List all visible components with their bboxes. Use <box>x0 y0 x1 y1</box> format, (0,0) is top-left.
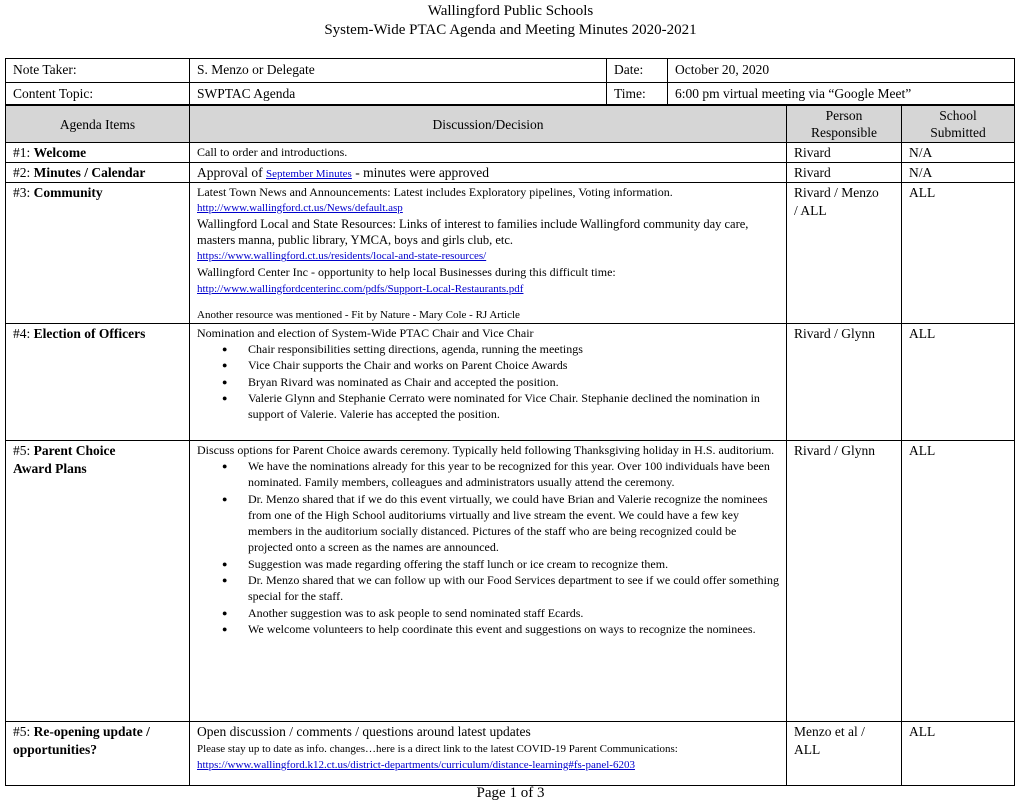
agenda-row <box>6 142 1015 162</box>
discussion-text: Latest Town News and Announcements: Latest includes Exploratory pipelines, Voting information. <box>197 184 673 199</box>
person-responsible: Rivard <box>787 162 902 182</box>
bullet-list <box>197 458 779 637</box>
agenda-item <box>6 323 190 440</box>
item-number: #1: <box>13 144 34 160</box>
discussion-text: - minutes were approved <box>351 164 490 180</box>
agenda-row <box>6 323 1015 440</box>
agenda-row <box>6 440 1015 721</box>
col-agenda-items: Agenda Items <box>6 105 190 142</box>
discussion <box>190 323 787 440</box>
person-line: / ALL <box>794 202 827 218</box>
school-submitted: ALL <box>902 721 1015 785</box>
info-row <box>6 59 1015 83</box>
col-discussion: Discussion/Decision <box>190 105 787 142</box>
col-school-line2: Submitted <box>930 125 986 141</box>
school-submitted: N/A <box>902 142 1015 162</box>
agenda-row <box>6 182 1015 323</box>
discussion-text: Discuss options for Parent Choice awards ceremony. Typically held following Thanksgiving holiday in H.S. auditorium. <box>197 442 775 457</box>
note-taker-value: S. Menzo or Delegate <box>190 59 607 83</box>
list-item: ● Dr. Menzo shared that if we do this event virtually, we could have Brian and Valerie recognize the nominees from one of the High School auditoriums virtually and live stream the event. We could have a few key members in the auditorium socially distanced. Pictures of the staff who are being recognized could be projected onto a screen as the names are announced. <box>248 491 779 556</box>
document-title: Wallingford Public Schools <box>427 3 594 19</box>
covid-communications-link[interactable]: https://www.wallingford.k12.ct.us/district-departments/curriculum/distance-learning#fs-panel-6203 <box>197 758 635 771</box>
discussion <box>190 162 787 182</box>
agenda-item <box>6 721 190 785</box>
agenda-row <box>6 162 1015 182</box>
discussion-text: Nomination and election of System-Wide PTAC Chair and Vice Chair <box>197 325 534 340</box>
content-topic-value: SWPTAC Agenda <box>190 83 607 107</box>
discussion-text: Please stay up to date as info. changes…here is a direct link to the latest COVID-19 Parent Communications: <box>197 742 678 755</box>
school-submitted: ALL <box>902 440 1015 721</box>
col-person-line2: Responsible <box>811 125 877 141</box>
list-item: ● Valerie Glynn and Stephanie Cerrato were nominated for Vice Chair. Stephanie declined the nomination in support of Valerie. Valerie has accepted the position. <box>248 390 779 423</box>
document-subtitle: System-Wide PTAC Agenda and Meeting Minutes 2020-2021 <box>324 22 697 38</box>
discussion <box>190 182 787 323</box>
info-row <box>6 83 1015 107</box>
school-submitted: ALL <box>902 182 1015 323</box>
agenda-item <box>6 162 190 182</box>
discussion <box>190 721 787 785</box>
september-minutes-link[interactable]: September Minutes <box>265 167 352 180</box>
discussion-text: Approval of <box>197 164 266 180</box>
discussion-text: Open discussion / comments / questions around latest updates <box>197 723 531 739</box>
note-taker-label: Note Taker: <box>6 59 190 83</box>
person-responsible: Rivard / Glynn <box>787 323 902 440</box>
item-title: Award Plans <box>13 460 87 476</box>
agenda-item <box>6 182 190 323</box>
person-line: Menzo et al / <box>794 723 865 739</box>
col-person-line1: Person <box>825 108 863 124</box>
date-label: Date: <box>607 59 668 83</box>
local-resources-link[interactable]: https://www.wallingford.ct.us/residents/local-and-state-resources/ <box>197 250 487 263</box>
col-school-submitted <box>902 105 1015 142</box>
list-item: ● Suggestion was made regarding offering the staff lunch or ice cream to recognize them. <box>248 556 779 572</box>
content-topic-label: Content Topic: <box>6 83 190 107</box>
item-number: #5: <box>13 442 34 458</box>
agenda-header-row <box>6 105 1015 142</box>
wallingford-center-link[interactable]: http://www.wallingfordcenterinc.com/pdfs/Support-Local-Restaurants.pdf <box>197 282 524 295</box>
list-item: ● Vice Chair supports the Chair and works on Parent Choice Awards <box>248 357 779 373</box>
town-news-link[interactable]: http://www.wallingford.ct.us/News/default.asp <box>197 201 403 214</box>
person-responsible <box>787 182 902 323</box>
list-item: ● We have the nominations already for this year to be recognized for this year. Over 100 individuals have been nominated. Family members, colleagues and administrators usually attend the ceremony. <box>248 458 779 491</box>
list-item: ● Dr. Menzo shared that we can follow up with our Food Services department to see if we could offer something special for the staff. <box>248 572 779 605</box>
person-line: ALL <box>794 741 821 757</box>
list-item: ● Bryan Rivard was nominated as Chair and accepted the position. <box>248 374 779 390</box>
item-number: #2: <box>13 164 34 180</box>
item-number: #4: <box>13 325 34 341</box>
item-title: Welcome <box>33 144 87 160</box>
person-responsible: Rivard <box>787 142 902 162</box>
agenda-item <box>6 440 190 721</box>
discussion <box>190 440 787 721</box>
person-responsible <box>787 721 902 785</box>
time-label: Time: <box>607 83 668 107</box>
agenda-row <box>6 721 1015 785</box>
school-submitted: N/A <box>902 162 1015 182</box>
list-item: ● We welcome volunteers to help coordinate this event and suggestions on ways to recognize the nominees. <box>248 621 779 637</box>
list-item: ● Chair responsibilities setting directions, agenda, running the meetings <box>248 341 779 357</box>
list-item: ● Another suggestion was to ask people to send nominated staff Ecards. <box>248 605 779 621</box>
col-school-line1: School <box>939 108 977 124</box>
item-number: #3: <box>13 184 34 200</box>
item-title: Election of Officers <box>33 325 146 341</box>
item-title: Re-opening update / <box>33 723 150 739</box>
item-title: Minutes / Calendar <box>33 164 146 180</box>
item-title: Community <box>33 184 103 200</box>
agenda-table <box>5 104 1015 786</box>
item-title: opportunities? <box>13 741 98 757</box>
person-line: Rivard / Menzo <box>794 184 879 200</box>
time-value: 6:00 pm virtual meeting via “Google Meet” <box>668 83 1015 107</box>
school-submitted: ALL <box>902 323 1015 440</box>
item-title: Parent Choice <box>33 442 116 458</box>
date-value: October 20, 2020 <box>668 59 1015 83</box>
bullet-list <box>197 341 779 422</box>
discussion-text: Wallingford Local and State Resources: Links of interest to families include Wallingford community day care, masters manna, public library, YMCA, boys and girls club, etc. <box>197 216 749 248</box>
discussion: Call to order and introductions. <box>190 142 787 162</box>
col-person-responsible <box>787 105 902 142</box>
page-number: Page 1 of 3 <box>476 785 545 801</box>
discussion-text: Wallingford Center Inc - opportunity to help local Businesses during this difficult time: <box>197 265 616 280</box>
meeting-info-table <box>5 58 1015 107</box>
item-number: #5: <box>13 723 34 739</box>
agenda-item <box>6 142 190 162</box>
person-responsible: Rivard / Glynn <box>787 440 902 721</box>
discussion-text: Another resource was mentioned - Fit by Nature - Mary Cole - RJ Article <box>197 308 520 321</box>
